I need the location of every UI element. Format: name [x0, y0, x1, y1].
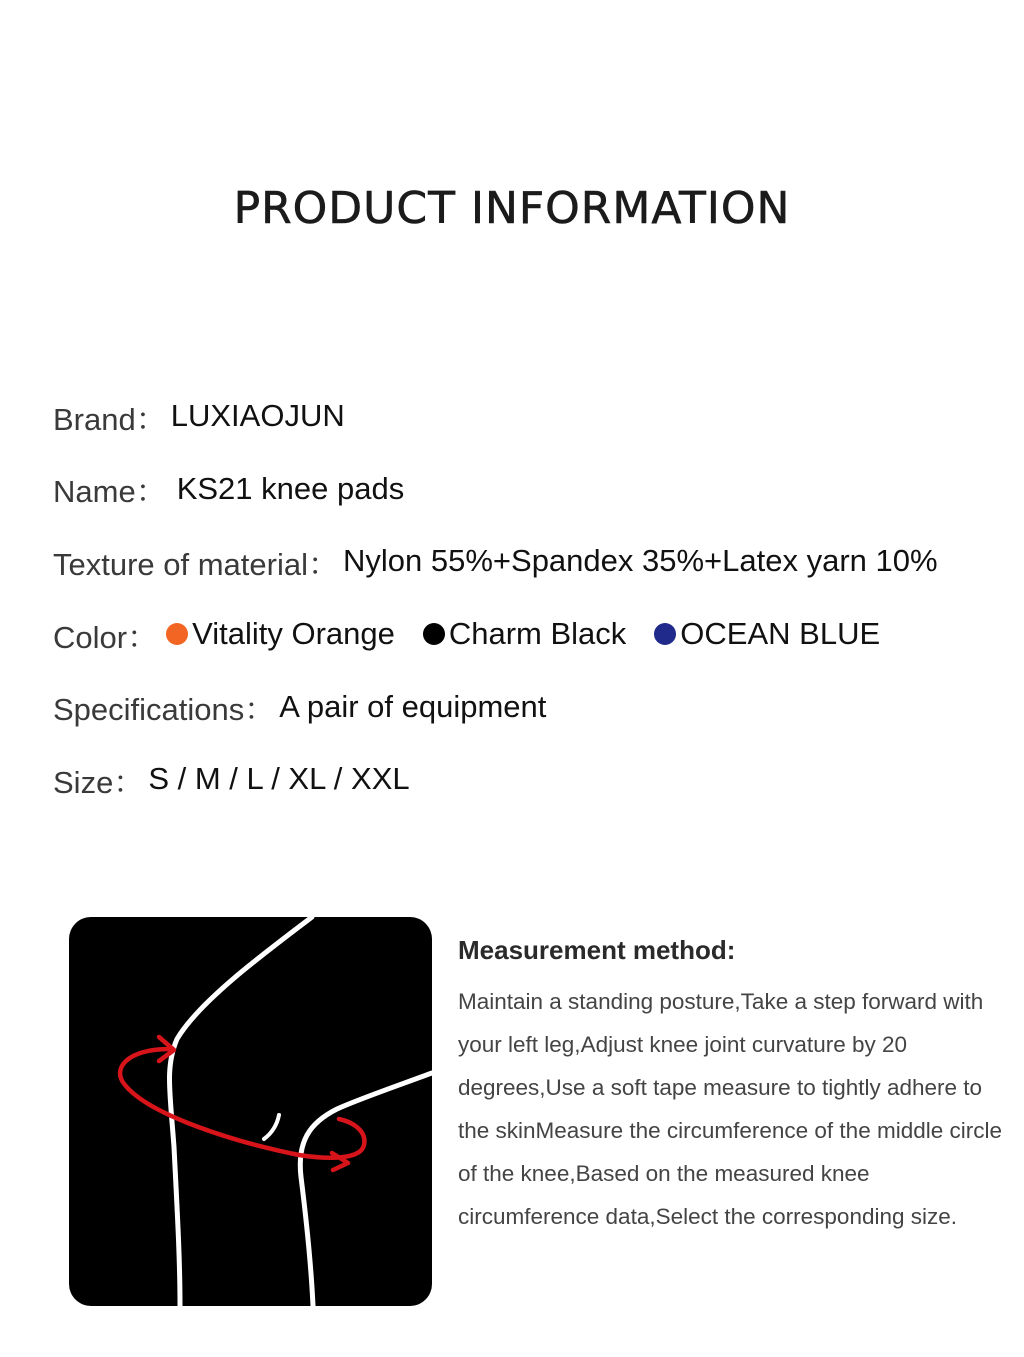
product-spec-list — [53, 380, 1013, 816]
measurement-method-section — [458, 935, 1003, 1238]
specifications-value: A pair of equipment — [279, 688, 547, 724]
name-label: Name： — [53, 474, 167, 510]
spec-row-brand — [53, 380, 1013, 453]
leg-back-outline — [300, 1073, 432, 1306]
color-option-label: Vitality Orange — [192, 616, 395, 652]
measurement-method-title: Measurement method: — [458, 935, 736, 965]
spec-row-specifications — [53, 670, 1013, 743]
brand-value: LUXIAOJUN — [170, 398, 345, 434]
blue-dot-icon — [654, 623, 676, 645]
specifications-label: Specifications： — [53, 692, 276, 728]
material-value: Nylon 55%+Spandex 35%+Latex yarn 10% — [343, 543, 938, 579]
size-label: Size： — [53, 764, 145, 800]
measurement-method-text: Maintain a standing posture,Take a step forward with your left leg,Adjust knee joint curvature by 20 degrees,Use a soft tape measure to tightly adhere to the skinMeasure the circumference of the middle circle of the knee,Based on the measured knee circumference data,Select the corresponding size. — [458, 989, 1002, 1229]
knee-measurement-illustration — [69, 917, 432, 1306]
color-option-orange — [166, 616, 395, 652]
spec-row-color — [53, 598, 1013, 671]
knee-outline-icon — [69, 917, 432, 1306]
color-option-label: OCEAN BLUE — [680, 616, 881, 652]
size-value: S / M / L / XL / XXL — [148, 761, 410, 797]
material-label: Texture of material： — [53, 546, 339, 582]
spec-row-material — [53, 525, 1013, 598]
tape-measure-loop — [120, 1049, 364, 1158]
black-dot-icon — [423, 623, 445, 645]
color-option-black — [423, 616, 626, 652]
kneecap-line — [264, 1115, 279, 1139]
color-option-label: Charm Black — [448, 616, 627, 652]
orange-dot-icon — [166, 623, 188, 645]
spec-row-name — [53, 453, 1013, 526]
leg-front-outline — [169, 917, 312, 1306]
color-label: Color： — [53, 619, 159, 655]
brand-label: Brand： — [53, 401, 167, 437]
color-option-blue — [654, 616, 880, 652]
name-value: KS21 knee pads — [176, 470, 405, 506]
page-title: PRODUCT INFORMATION — [233, 183, 791, 234]
spec-row-size — [53, 743, 1013, 816]
